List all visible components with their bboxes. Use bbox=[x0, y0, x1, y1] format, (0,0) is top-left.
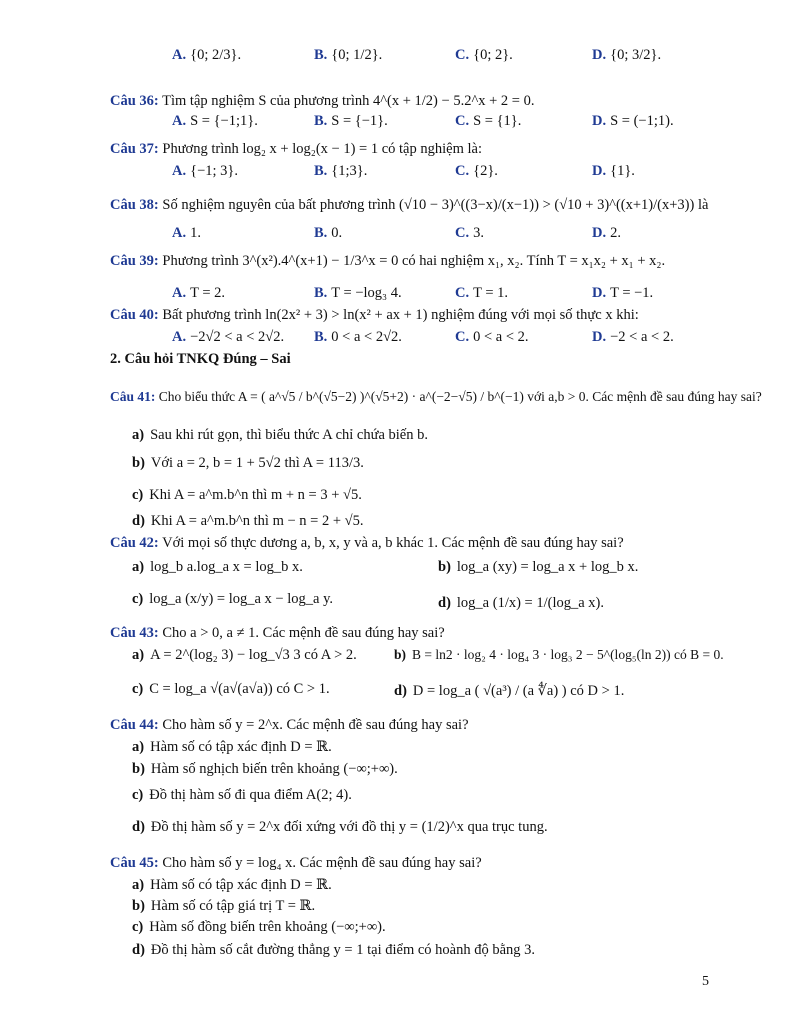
q35-option-c: C. {0; 2}. bbox=[455, 47, 513, 63]
q35-option-d: D. {0; 3/2}. bbox=[592, 47, 662, 63]
page-number: 5 bbox=[702, 974, 709, 989]
q39-option-b: B. T = −log₃ 4. bbox=[314, 285, 402, 301]
q42-item-c: c) log_a (x/y) = log_a x − log_a y. bbox=[132, 591, 334, 607]
q45-item-d: d) Đồ thị hàm số cắt đường thẳng y = 1 tại điểm có hoành độ bằng 3. bbox=[132, 942, 536, 958]
q42-stem: Câu 42: Với mọi số thực dương a, b, x, y và a, b khác 1. Các mệnh đề sau đúng hay sai? bbox=[110, 535, 624, 551]
q37-stem: Câu 37: Phương trình log₂ x + log₂(x − 1) = 1 có tập nghiệm là: bbox=[110, 141, 482, 157]
q35-option-a: A. {0; 2/3}. bbox=[172, 47, 242, 63]
q36-option-d: D. S = (−1;1). bbox=[592, 113, 674, 129]
q37-option-b: B. {1;3}. bbox=[314, 163, 368, 179]
q43-item-c: c) C = log_a √(a√(a√a)) có C > 1. bbox=[132, 681, 330, 697]
q44-item-a: a) Hàm số có tập xác định D = ℝ. bbox=[132, 739, 332, 755]
q37-option-a: A. {−1; 3}. bbox=[172, 163, 238, 179]
q42-item-b: b) log_a (xy) = log_a x + log_b x. bbox=[438, 559, 639, 575]
q42-item-a: a) log_b a.log_a x = log_b x. bbox=[132, 559, 303, 575]
q44-item-c: c) Đồ thị hàm số đi qua điểm A(2; 4). bbox=[132, 787, 352, 803]
q36-option-c: C. S = {1}. bbox=[455, 113, 522, 129]
q35-option-b: B. {0; 1/2}. bbox=[314, 47, 383, 63]
section-heading: 2. Câu hỏi TNKQ Đúng – Sai bbox=[110, 351, 291, 367]
q39-stem: Câu 39: Phương trình 3^(x²).4^(x+1) − 1/3^x = 0 có hai nghiệm x₁, x₂. Tính T = x₁x₂ + x₁ + x₂. bbox=[110, 253, 666, 269]
q41-item-a: a) Sau khi rút gọn, thì biểu thức A chỉ chứa biến b. bbox=[132, 427, 428, 443]
q43-item-b: b) B = ln2 · log₂ 4 · log₄ 3 · log₃ 2 − 5^(log₅(ln 2)) có B = 0. bbox=[394, 647, 724, 662]
q44-item-d: d) Đồ thị hàm số y = 2^x đối xứng với đồ thị y = (1/2)^x qua trục tung. bbox=[132, 819, 548, 835]
q38-stem: Câu 38: Số nghiệm nguyên của bất phương trình (√10 − 3)^((3−x)/(x−1)) > (√10 + 3)^((x+1)/(x+3)) là bbox=[110, 197, 709, 213]
q40-option-a: A. −2√2 < a < 2√2. bbox=[172, 329, 285, 345]
q37-option-c: C. {2}. bbox=[455, 163, 498, 179]
q41-stem: Câu 41: Cho biểu thức A = ( a^√5 / b^(√5−2) )^(√5+2) · a^(−2−√5) / b^(−1) với a,b > 0. Các mệnh đề sau đúng hay sai? bbox=[110, 389, 762, 404]
q38-option-b: B. 0. bbox=[314, 225, 343, 241]
q36-option-a: A. S = {−1;1}. bbox=[172, 113, 258, 129]
q39-option-d: D. T = −1. bbox=[592, 285, 654, 301]
q40-option-b: B. 0 < a < 2√2. bbox=[314, 329, 402, 345]
q45-item-b: b) Hàm số có tập giá trị T = ℝ. bbox=[132, 898, 316, 914]
q43-stem: Câu 43: Cho a > 0, a ≠ 1. Các mệnh đề sau đúng hay sai? bbox=[110, 625, 445, 641]
q41-item-c: c) Khi A = a^m.b^n thì m + n = 3 + √5. bbox=[132, 487, 362, 503]
q45-item-a: a) Hàm số có tập xác định D = ℝ. bbox=[132, 877, 332, 893]
q38-option-a: A. 1. bbox=[172, 225, 201, 241]
q39-option-c: C. T = 1. bbox=[455, 285, 509, 301]
q41-item-d: d) Khi A = a^m.b^n thì m − n = 2 + √5. bbox=[132, 513, 364, 529]
q41-item-b: b) Với a = 2, b = 1 + 5√2 thì A = 113/3. bbox=[132, 455, 364, 471]
q36-stem: Câu 36: Tìm tập nghiệm S của phương trình 4^(x + 1/2) − 5.2^x + 2 = 0. bbox=[110, 93, 535, 109]
q45-stem: Câu 45: Cho hàm số y = log₄ x. Các mệnh đề sau đúng hay sai? bbox=[110, 855, 482, 871]
q43-item-d: d) D = log_a ( √(a³) / (a ∜a) ) có D > 1. bbox=[394, 683, 625, 699]
q43-item-a: a) A = 2^(log₂ 3) − log_√3 3 có A > 2. bbox=[132, 647, 357, 663]
q44-stem: Câu 44: Cho hàm số y = 2^x. Các mệnh đề sau đúng hay sai? bbox=[110, 717, 469, 733]
q45-item-c: c) Hàm số đồng biến trên khoảng (−∞;+∞). bbox=[132, 919, 386, 935]
q42-item-d: d) log_a (1/x) = 1/(log_a x). bbox=[438, 595, 605, 611]
q38-option-d: D. 2. bbox=[592, 225, 621, 241]
q39-option-a: A. T = 2. bbox=[172, 285, 226, 301]
q40-stem: Câu 40: Bất phương trình ln(2x² + 3) > ln(x² + ax + 1) nghiệm đúng với mọi số thực x khi: bbox=[110, 307, 639, 323]
q44-item-b: b) Hàm số nghịch biến trên khoảng (−∞;+∞). bbox=[132, 761, 398, 777]
q40-option-d: D. −2 < a < 2. bbox=[592, 329, 674, 345]
q40-option-c: C. 0 < a < 2. bbox=[455, 329, 529, 345]
q37-option-d: D. {1}. bbox=[592, 163, 635, 179]
q38-option-c: C. 3. bbox=[455, 225, 484, 241]
q36-option-b: B. S = {−1}. bbox=[314, 113, 388, 129]
